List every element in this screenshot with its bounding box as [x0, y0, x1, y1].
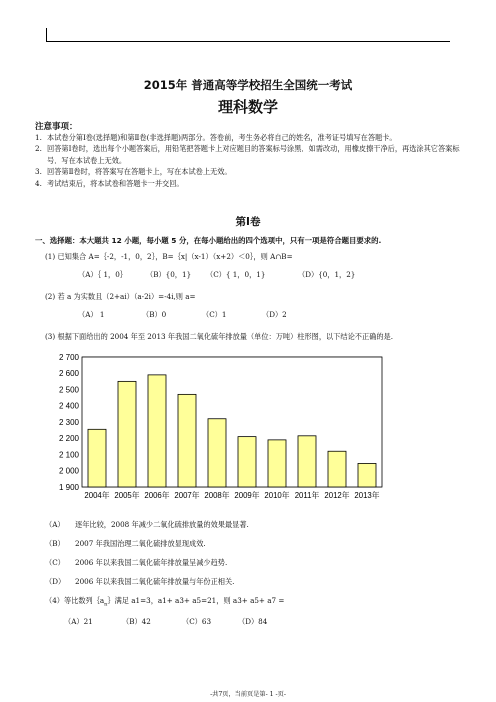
notice-item: [35, 166, 460, 177]
q4-stem-start: （4）等比数列｛a: [45, 596, 105, 605]
q1-option-d: （D）{0，1，2}: [298, 270, 356, 279]
notice-number: 3.: [35, 167, 42, 177]
y-tick-label: 2 600: [58, 369, 79, 379]
part-description: ：本大题共 12 小题，每小题 5 分，在每小题给出的四个选项中，只有一项是符合题目要求的.: [71, 236, 382, 245]
option-text: 2006 年以来我国二氧化硫年排放量呈减少趋势.: [75, 558, 228, 567]
x-tick-label: 2012年: [324, 491, 350, 500]
q3-option-d: [45, 577, 234, 587]
x-tick-label: 2007年: [174, 491, 200, 500]
x-tick-label: 2010年: [264, 491, 290, 500]
notice-heading: 注意事项：: [35, 122, 78, 132]
q3-option-c: [45, 558, 227, 568]
part-instructions: [35, 235, 465, 246]
notice-text: 回答第Ⅱ卷时，将答案写在答题卡上，写在本试卷上无效。: [47, 167, 232, 177]
x-tick-label: 2004年: [84, 491, 110, 500]
q1-option-a: （A）｛ 1，0｝: [78, 270, 127, 279]
option-key: （A）: [45, 520, 65, 529]
x-tick-label: 2006年: [144, 491, 170, 500]
q3-option-a: [45, 520, 249, 530]
option-key: （D）: [45, 577, 66, 586]
question-1-options: [78, 270, 355, 280]
y-tick-label: 2 000: [58, 466, 79, 476]
question-2-stem: (2) 若 a 为实数且（2+ai）（a-2i）=-4i,则 a=: [45, 292, 196, 301]
header-mark: [46, 28, 47, 41]
bar: [238, 437, 256, 487]
notice-text: 考试结束后，将本试卷和答题卡一并交回。: [47, 178, 184, 188]
y-tick-label: 1 900: [58, 482, 79, 492]
x-tick-label: 2009年: [234, 491, 260, 500]
x-tick-label: 2013年: [354, 491, 380, 500]
bar: [328, 451, 346, 487]
bar: [268, 440, 286, 487]
x-tick-label: 2008年: [204, 491, 230, 500]
bar: [118, 381, 136, 487]
q2-option-b: （B）0: [142, 310, 167, 319]
bar: [298, 436, 316, 487]
y-tick-label: 2 400: [58, 401, 79, 411]
bar: [358, 463, 376, 487]
q4-stem-subscript: n: [104, 601, 108, 608]
q4-option-c: （C）63: [182, 617, 212, 626]
header-rule: [46, 41, 450, 42]
x-tick-labels: [84, 490, 379, 500]
notice-item: [35, 178, 460, 189]
bar: [148, 375, 166, 487]
q4-option-d: （D）84: [238, 617, 268, 626]
q3-option-b: [45, 539, 206, 549]
page-footer: -共7页，当前页是第- 1 -页-: [210, 691, 286, 698]
question-2-options: [78, 310, 287, 320]
option-text: 2006 年以来我国二氧化硫年排放量与年份正相关.: [75, 577, 235, 586]
bar: [208, 419, 226, 487]
q2-option-d: （D）2: [262, 310, 287, 319]
question-1-stem: (1) 已知集合 A=｛-2，-1，0，2｝，B=｛x|（x-1）（x+2）＜0｝，则 A∩B=: [45, 252, 293, 261]
section-title: 第Ⅰ卷: [235, 216, 261, 228]
option-key: （C）: [45, 558, 65, 567]
notice-number: 2.: [35, 144, 42, 154]
notice-item: [35, 132, 460, 143]
y-tick-label: 2 500: [58, 385, 79, 395]
y-tick-label: 2 300: [58, 417, 79, 427]
y-tick-labels: [59, 353, 80, 492]
option-text: 逐年比较，2008 年减少二氧化硫排放量的效果最显著.: [75, 520, 249, 529]
so2-emission-bar-chart: [52, 350, 392, 505]
notice-text: 回答第Ⅰ卷时，选出每个小题答案后，用铅笔把答题卡上对应题目的答案标号涂黑．如需改动，用橡皮擦干净后，再选涂其它答案标号．写在本试卷上无效。: [47, 144, 460, 165]
x-tick-label: 2011年: [294, 491, 320, 500]
bar: [178, 394, 196, 487]
q1-option-c: （C）{ 1，0，1}: [206, 270, 266, 279]
question-3-stem: (3) 根据下面给出的 2004 年至 2013 年我国二氧化硫年排放量（单位：万吨）柱形图，以下结论不正确的是.: [45, 332, 393, 341]
exam-title: 2015年 普通高等学校招生全国统一考试: [143, 78, 353, 92]
q1-option-b: （B）{0，1}: [146, 270, 192, 279]
y-tick-label: 2 700: [58, 352, 79, 362]
q4-option-b: （B）42: [122, 617, 151, 626]
notice-number: 4.: [35, 178, 42, 188]
q4-stem-rest: ｝满足 a1=3，a1+ a3+ a5=21，则 a3+ a5+ a7 =: [107, 596, 285, 605]
notice-number: 1.: [35, 133, 42, 142]
question-4-options: [64, 617, 267, 627]
part-heading: 一、选择题: [35, 236, 72, 245]
y-tick-label: 2 100: [58, 450, 79, 460]
bar: [88, 429, 106, 487]
q2-option-c: （C）1: [202, 310, 227, 319]
option-key: （B）: [45, 539, 65, 548]
notice-list: [35, 132, 460, 189]
q4-option-a: （A）21: [64, 617, 93, 626]
notice-text: 本试卷分第Ⅰ卷(选择题)和第Ⅱ卷(非选择题)两部分。答卷前，考生务必将自己的姓名，准考证号填写在答题卡。: [47, 133, 397, 142]
q2-option-a: （A） 1: [78, 310, 105, 319]
option-text: 2007 年我国治理二氧化硫排放显现成效.: [75, 539, 206, 548]
y-tick-label: 2 200: [58, 434, 79, 444]
x-tick-label: 2005年: [114, 491, 140, 500]
exam-subtitle: 理科数学: [217, 98, 278, 116]
question-4-stem: [45, 596, 284, 607]
notice-item: [35, 143, 460, 166]
